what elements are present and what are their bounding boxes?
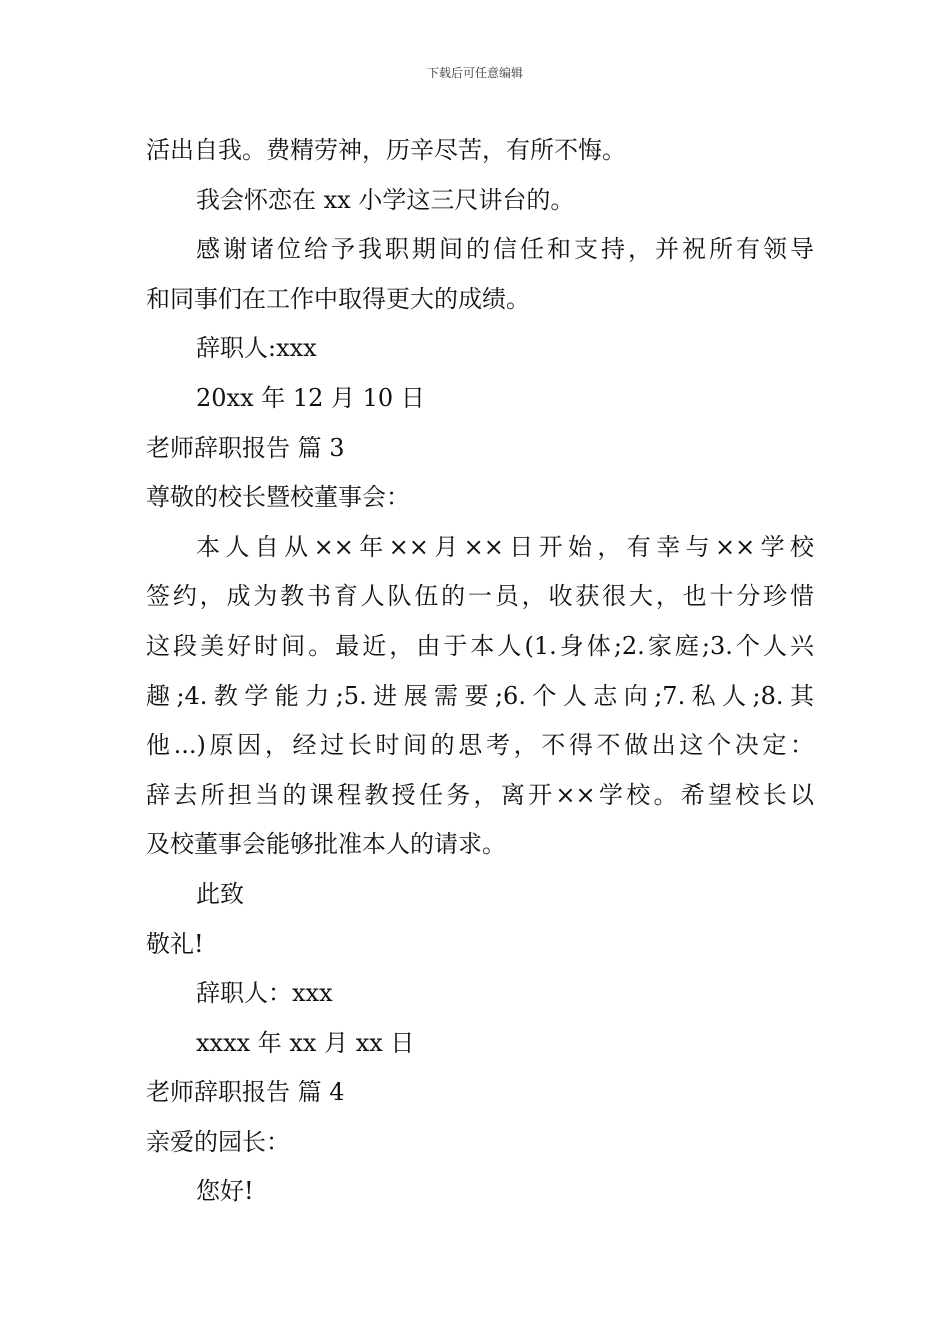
- page-header-note: 下载后可任意编辑: [426, 66, 523, 80]
- text-line: xxxx 年 xx 月 xx 日: [196, 1028, 415, 1057]
- text-line: 辞职人：xxx: [196, 979, 333, 1008]
- text-line: 趣;4.教学能力;5.进展需要;6.个人志向;7.私人;8.其: [146, 681, 814, 710]
- text-line: 签约，成为教书育人队伍的一员，收获很大，也十分珍惜: [146, 582, 814, 611]
- text-line: 这段美好时间。最近，由于本人(1.身体;2.家庭;3.个人兴: [146, 631, 814, 660]
- text-line: 辞去所担当的课程教授任务，离开××学校。希望校长以: [146, 780, 814, 809]
- text-line: 本人自从××年××月××日开始，有幸与××学校: [196, 532, 814, 561]
- text-line: 我会怀恋在 xx 小学这三尺讲台的。: [196, 185, 575, 214]
- text-line: 老师辞职报告 篇 3: [146, 433, 345, 462]
- text-line: 辞职人:xxx: [196, 334, 317, 363]
- text-line: 老师辞职报告 篇 4: [146, 1078, 345, 1107]
- text-line: 亲爱的园长：: [146, 1127, 290, 1156]
- text-line: 他...)原因，经过长时间的思考，不得不做出这个决定：: [146, 731, 814, 760]
- text-line: 20xx 年 12 月 10 日: [196, 383, 425, 412]
- text-line: 及校董事会能够批准本人的请求。: [146, 830, 506, 859]
- text-line: 尊敬的校长暨校董事会：: [146, 483, 410, 512]
- text-line: 活出自我。费精劳神，历辛尽苦，有所不悔。: [146, 136, 626, 164]
- text-line: 感谢诸位给予我职期间的信任和支持，并祝所有领导: [196, 235, 814, 264]
- text-line: 和同事们在工作中取得更大的成绩。: [146, 284, 530, 313]
- text-line: 此致: [196, 879, 244, 908]
- text-line: 敬礼!: [146, 929, 204, 958]
- text-line: 您好!: [196, 1177, 254, 1206]
- document-body: [146, 126, 814, 1217]
